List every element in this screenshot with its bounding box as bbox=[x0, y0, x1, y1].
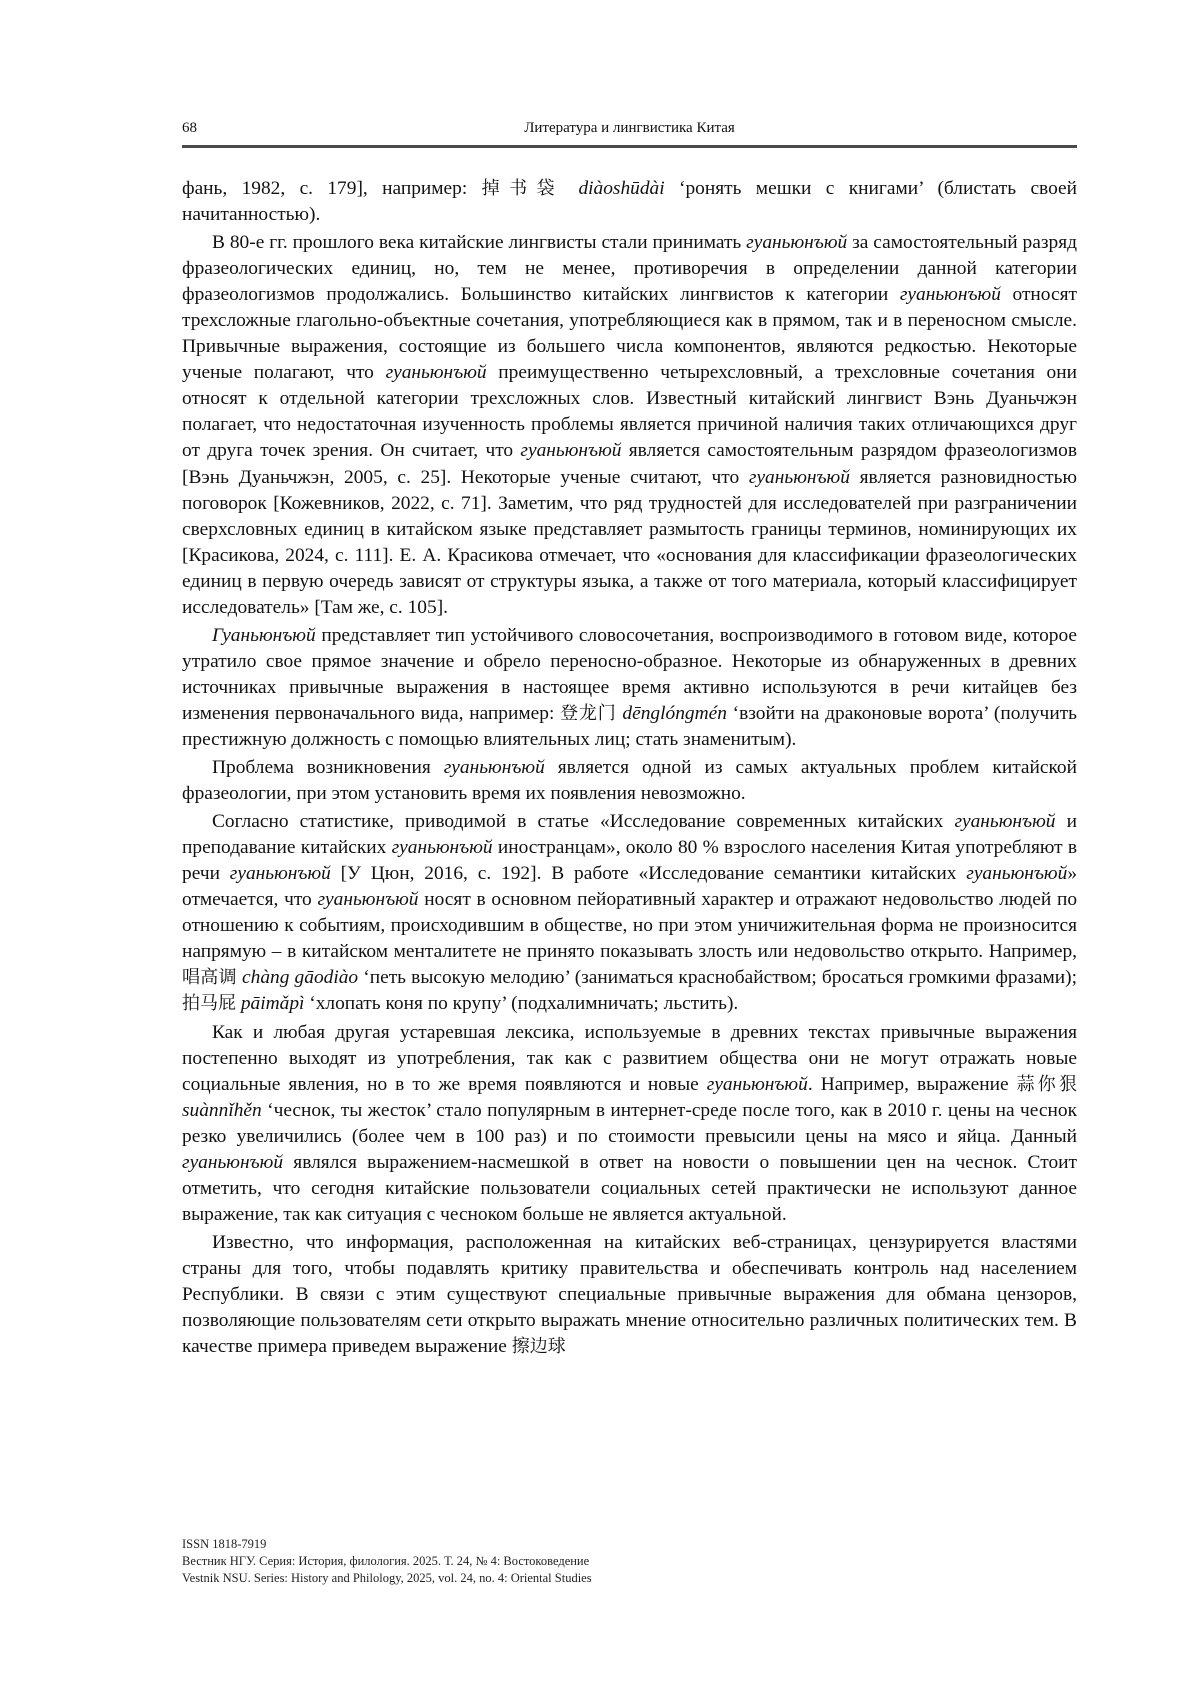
article-body bbox=[182, 176, 1077, 1360]
text-run: ‘петь высокую мелодию’ (заниматься краснобайством; бросаться громкими фразами); bbox=[358, 967, 1077, 989]
text-run: относят трехсложные глагольно-объектные сочетания, употребляющиеся как в прямом, так и в переносном смысле. Привычные выражения, состоящие из большего числа компонентов, являются редкостью. Некоторые ученые полагают, что bbox=[182, 284, 1077, 384]
italic-term: Гуаньюнъюй bbox=[212, 624, 316, 646]
text-run: ‘чеснок, ты жесток’ стало популярным в интернет-среде после того, как в 2010 г. цены на чеснок резко увеличились (более чем в 100 раз) и по стоимости превысили цены на мясо и яйца. Данный bbox=[182, 1099, 1077, 1147]
running-title: Литература и лингвистика Китая bbox=[524, 120, 735, 136]
paragraph bbox=[182, 230, 1077, 621]
page-footer bbox=[182, 1536, 592, 1587]
italic-term: гуаньюнъюй bbox=[706, 1073, 808, 1095]
italic-term: гуаньюнъюй bbox=[748, 466, 850, 488]
italic-term: гуаньюнъюй bbox=[954, 811, 1056, 833]
italic-term: гуаньюнъюй bbox=[229, 863, 331, 885]
chinese-term: 拍马屁 bbox=[182, 993, 236, 1015]
paragraph bbox=[182, 1020, 1077, 1228]
text-run: Проблема возникновения bbox=[212, 757, 444, 779]
text-run: ‘взойти на драконовые ворота’ (получить престижную должность с помощью влиятельных лиц; стать знаменитым). bbox=[182, 702, 1078, 750]
issn: ISSN 1818-7919 bbox=[182, 1537, 267, 1551]
text-run: Известно, что информация, расположенная на китайских веб-страницах, цензурируется властями страны для того, чтобы подавлять критику правительства и обеспечивать контроль над населением Республики. В связи с этим существуют специальные привычные выражения для обмана цензоров, позволяющие пользователям сети открыто выражать мнение относительно различных политических тем. В качестве примера приведем выражение bbox=[182, 1231, 1077, 1358]
text-run: и преподавание китайских bbox=[182, 811, 1077, 859]
italic-term: dēnglóngmén bbox=[622, 702, 727, 724]
text-run: является разновидностью поговорок [Кожевников, 2022, с. 71]. Заметим, что ряд трудностей для исследователей при разграничении сверхсловных единиц в китайском языке представляет размытость границы терминов, номинирующих их [Красикова, 2024, с. 111]. Е. А. Красикова отмечает, что «основания для классификации фразеологических единиц в первую очередь зависят от структуры языка, а также от того материала, который классифицирует исследователь» [Там же, с. 105]. bbox=[182, 466, 1077, 618]
chinese-term: 唱高调 bbox=[182, 967, 237, 989]
text-run: носят в основном пейоративный характер и отражают недовольство людей по отношению к событиям, происходившим в обществе, но при этом уничижительная форма не произносится напрямую – в китайском менталитете не принято показывать злость или недовольство открыто. Например, bbox=[182, 889, 1078, 963]
paragraph bbox=[182, 1230, 1077, 1360]
italic-term: гуаньюнъюй bbox=[899, 284, 1001, 306]
text-run: В 80-е гг. прошлого века китайские лингвисты стали принимать bbox=[212, 232, 747, 254]
journal-citation-en: Vestnik NSU. Series: History and Philology, 2025, vol. 24, no. 4: Oriental Studies bbox=[182, 1571, 592, 1585]
chinese-term: 蒜你狠 bbox=[1016, 1073, 1077, 1095]
paragraph bbox=[182, 755, 1077, 807]
text-run: . Например, выражение bbox=[807, 1073, 1017, 1095]
italic-term: гуаньюнъюй bbox=[385, 362, 487, 384]
paragraph bbox=[182, 176, 1077, 228]
text-run: являлся выражением-насмешкой в ответ на новости о повышении цен на чеснок. Стоит отметить, что сегодня китайские пользователи социальных сетей практически не используют данное выражение, так как ситуация с чесноком больше не является актуальной. bbox=[182, 1151, 1077, 1225]
italic-term: гуаньюнъюй bbox=[391, 837, 493, 859]
text-run: фань, 1982, с. 179], например: bbox=[182, 178, 482, 199]
text-run: является одной из самых актуальных проблем китайской фразеологии, при этом установить время их появления невозможно. bbox=[182, 757, 1078, 805]
chinese-term: 登龙门 bbox=[560, 702, 617, 724]
italic-term: chàng gāodiào bbox=[242, 967, 359, 989]
paragraph bbox=[182, 623, 1077, 753]
chinese-term: 擦边球 bbox=[511, 1336, 566, 1358]
italic-term: гуаньюнъюй bbox=[317, 889, 419, 911]
text-run: является самостоятельным разрядом фразеологизмов [Вэнь Дуаньчжэн, 2005, с. 25]. Некоторые ученые считают, что bbox=[182, 440, 1077, 488]
text-run: [У Цюн, 2016, с. 192]. В работе «Исследование семантики китайских bbox=[330, 863, 967, 885]
italic-term: гуаньюнъюй bbox=[966, 863, 1068, 885]
text-run: ‘ронять мешки с книгами’ (блистать своей начитанностью). bbox=[182, 178, 1077, 226]
paragraph bbox=[182, 809, 1077, 1017]
text-run: Как и любая другая устаревшая лексика, используемые в древних текстах привычные выражения постепенно выходят из употребления, так как с развитием общества они не могут отражать новые социальные явления, но в то же время появляются и новые bbox=[182, 1021, 1077, 1095]
italic-term: diàoshūdài bbox=[578, 178, 665, 199]
text-run: преимущественно четырехсловный, а трехсловные сочетания они относят к отдельной категории трехсложных слов. Известный китайский лингвист Вэнь Дуаньчжэн полагает, что недостаточная изученность проблемы является причиной наличия таких отличающихся друг от друга точек зрения. Он считает, что bbox=[182, 362, 1078, 462]
page-number: 68 bbox=[182, 120, 197, 136]
text-run: Согласно статистике, приводимой в статье «Исследование современных китайских bbox=[212, 811, 955, 833]
text-run: представляет тип устойчивого словосочетания, воспроизводимого в готовом виде, которое утратило свое прямое значение и обрело переносно-образное. Некоторые из обнаруженных в древних источниках привычные выражения в настоящее время активно используются в речи китайцев без изменения первоначального вида, например: bbox=[182, 624, 1077, 724]
header-divider bbox=[182, 145, 1077, 148]
text-run: » отмечается, что bbox=[182, 863, 1078, 911]
text-run: ‘хлопать коня по крупу’ (подхалимничать; льстить). bbox=[304, 993, 739, 1015]
page-header bbox=[182, 120, 1077, 142]
journal-citation-ru: Вестник НГУ. Серия: История, филология. 2025. Т. 24, № 4: Востоковедение bbox=[182, 1554, 590, 1568]
italic-term: гуаньюнъюй bbox=[520, 440, 622, 462]
chinese-term: 掉书袋 bbox=[481, 178, 565, 199]
italic-term: гуаньюнъюй bbox=[443, 757, 545, 779]
italic-term: pāimǎpì bbox=[240, 993, 305, 1015]
italic-term: гуаньюнъюй bbox=[182, 1151, 284, 1173]
italic-term: гуаньюнъюй bbox=[746, 232, 848, 254]
text-run bbox=[564, 178, 578, 199]
text-run: за самостоятельный разряд фразеологических единиц, но, тем не менее, противоречия в определении данной категории фразеологизмов продолжались. Большинство китайских лингвистов к категории bbox=[182, 232, 1077, 306]
text-run: иностранцам», около 80 % взрослого населения Китая употребляют в речи bbox=[182, 837, 1077, 885]
italic-term: suànnǐhěn bbox=[182, 1099, 262, 1121]
